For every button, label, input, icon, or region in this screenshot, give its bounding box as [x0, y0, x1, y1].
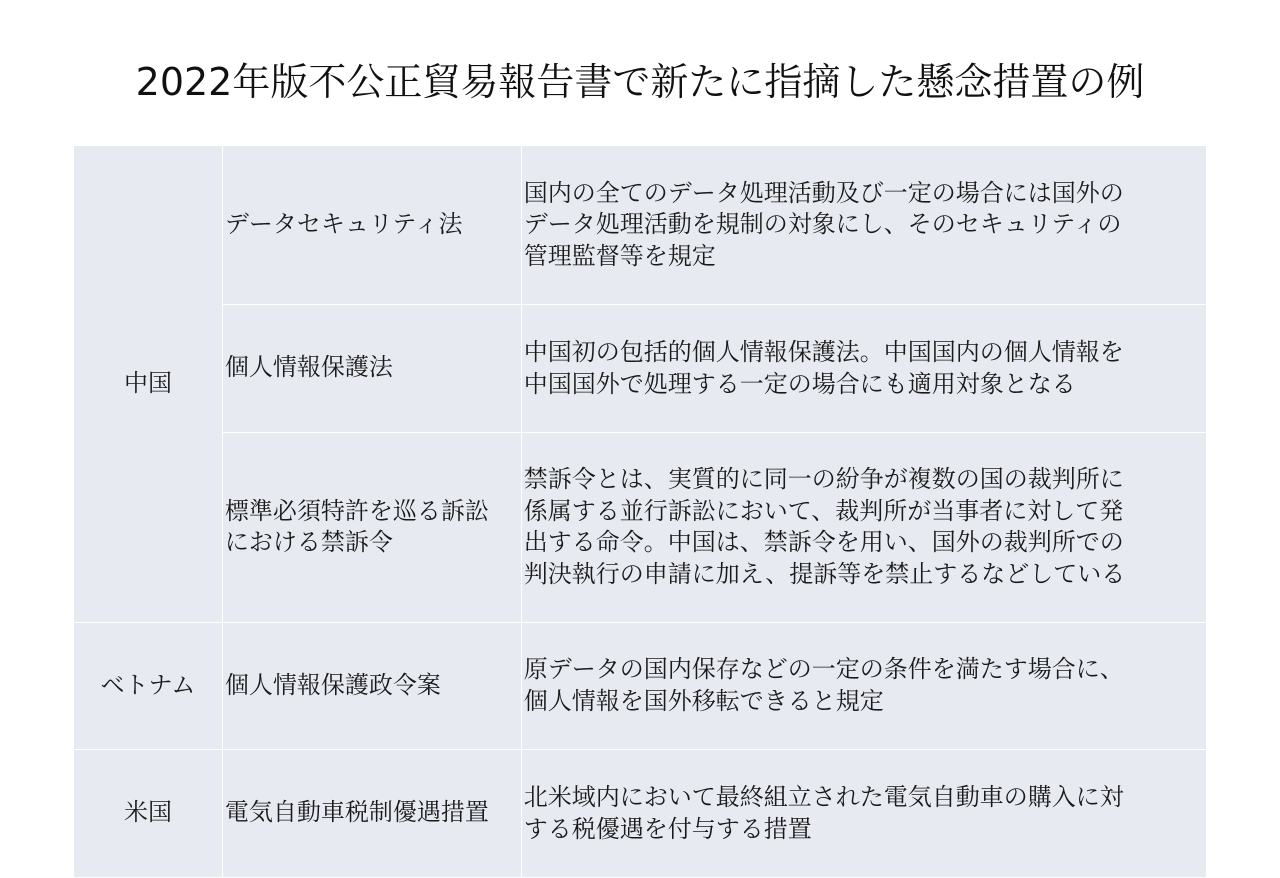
measure-label: データセキュリティ法: [224, 210, 463, 238]
description-text: 原データの国内保存などの一定の条件を満たす場合に、 個人情報を国外移転できると規定: [523, 655, 1124, 715]
country-label: ベトナム: [100, 670, 196, 699]
description-text: 中国初の包括的個人情報保護法。中国国内の個人情報を 中国国外で処理する一定の場合にも適用対象となる: [523, 338, 1124, 398]
measure-cell: [222, 749, 521, 877]
description-cell: [521, 622, 1206, 749]
slide-title: 2022年版不公正貿易報告書で新たに指摘した懸念措置の例: [135, 60, 1145, 104]
measure-label: 個人情報保護政令案: [224, 670, 441, 699]
measure-cell: [222, 304, 521, 432]
description-cell: [521, 432, 1206, 622]
description-cell: [521, 146, 1206, 305]
measure-label: 個人情報保護法: [224, 353, 393, 382]
country-label: 米国: [123, 798, 172, 827]
table-row: [74, 749, 1207, 877]
country-cell-vietnam: [74, 622, 223, 749]
table-row: [74, 432, 1207, 622]
table-row: [74, 622, 1207, 749]
table-row: [74, 304, 1207, 432]
country-label: 中国: [123, 369, 172, 397]
description-text: 北米域内において最終組立された電気自動車の購入に対 する税優遇を付与する措置: [523, 783, 1124, 843]
description-cell: [521, 749, 1206, 877]
country-cell-us: [74, 749, 223, 877]
table-row: [74, 146, 1207, 305]
measure-cell: [222, 432, 521, 622]
description-text: 国内の全てのデータ処理活動及び一定の場合には国外の データ処理活動を規制の対象にし、そのセキュリティの 管理監督等を規定: [523, 178, 1124, 270]
measure-label: 標準必須特許を巡る訴訟 における禁訴令: [224, 496, 489, 556]
description-cell: [521, 304, 1206, 432]
concern-measures-table: [73, 145, 1207, 878]
measure-label: 電気自動車税制優遇措置: [224, 798, 489, 827]
measure-cell: [222, 622, 521, 749]
description-text: 禁訴令とは、実質的に同一の紛争が複数の国の裁判所に 係属する並行訴訟において、裁判所が当事者に対して発 出する命令。中国は、禁訴令を用い、国外の裁判所での 判決執行の申請に加え、提訴等を禁止するなどしている: [523, 465, 1126, 588]
measure-cell: [222, 146, 521, 305]
country-cell-china: [74, 146, 223, 623]
